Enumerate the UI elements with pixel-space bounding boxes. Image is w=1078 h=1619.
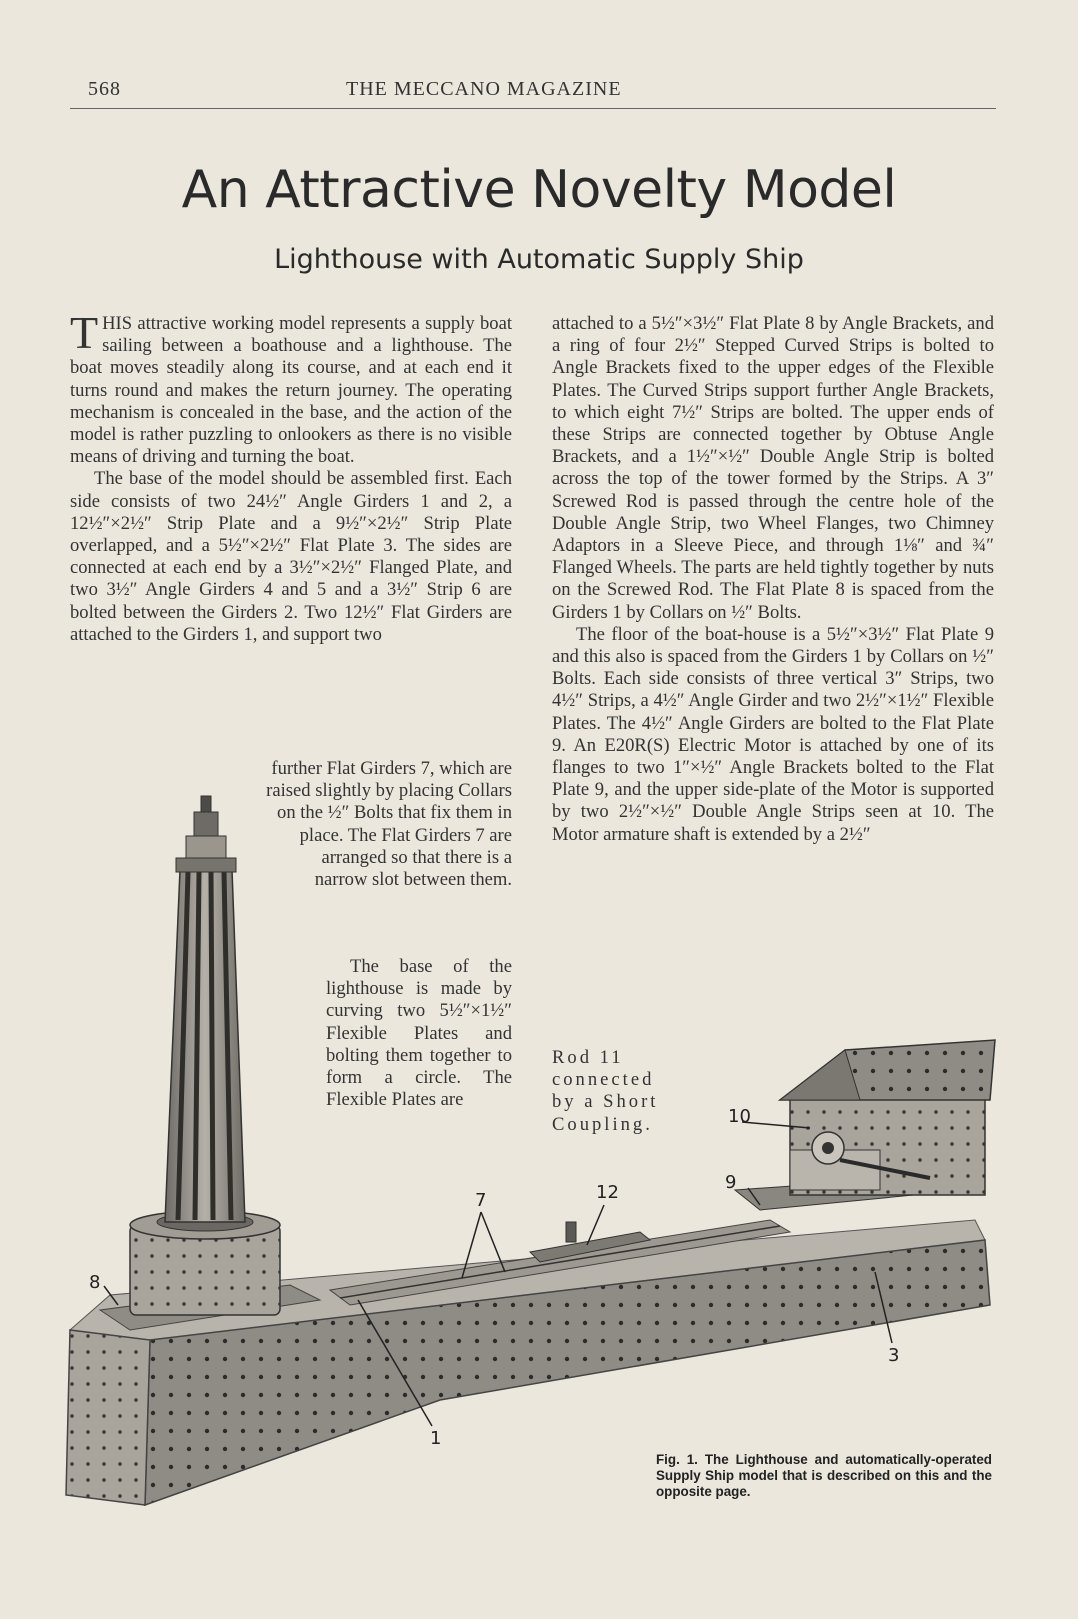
callout-9: 9 <box>725 1172 737 1193</box>
paragraph-intro: THIS attractive working model represents a supply boat sailing between a boathouse and a lighthouse. The boat moves steadily along its course, and at each end it turns round and makes the return journey. The operating mechanism is concealed in the base, and the action of the model is rather puzzling to onlookers as there is no visible means of driving and turning the boat. <box>70 307 512 468</box>
magazine-title: THE MECCANO MAGAZINE <box>346 78 622 100</box>
callout-7: 7 <box>475 1190 487 1211</box>
callout-12: 12 <box>596 1182 619 1203</box>
article-title: An Attractive Novelty Model <box>181 160 897 220</box>
callout-1: 1 <box>430 1428 442 1449</box>
paragraph-base: The base of the model should be assembled first. Each side consists of two 24½″ Angle Girders 1 and 2, a 12½″×2½″ Strip Plate and a 9½″×2½″ Strip Plate overlapped, and a 5½″×2½″ Flat Plate 3. The sides are connected at each end by a 3½″×2½″ Flanged Plate, and two 3½″ Angle Girders 4 and 5 and a 3½″ Strip 6 are bolted between the Girders 2. Two 12½″ Flat Girders are attached to the Girders 1, and support two <box>70 468 512 645</box>
paragraph-tower: attached to a 5½″×3½″ Flat Plate 8 by Angle Brackets, and a ring of four 2½″ Stepped Curved Strips is bolted to Angle Brackets fixed to the upper edges of the Flexible Plates. The Curved Strips support further Angle Brackets, to which eight 7½″ Strips are bolted. The upper ends of these Strips are connected together by Obtuse Angle Brackets, and a 1½″×½″ Double Angle Strip is bolted across the top of the tower formed by the Strips. A 3″ Screwed Rod is passed through the centre hole of the Double Angle Strip, two Wheel Flanges, two Chimney Adaptors in a Sleeve Piece, and through 1⅛″ and ¾″ Flanged Wheels. The parts are held tightly together by nuts on the Screwed Rod. The Flat Plate 8 is spaced from the Girders 1 by Collars on ½″ Bolts. <box>552 313 994 623</box>
figure-caption: Fig. 1. The Lighthouse and automatically-operated Supply Ship model that is described on this and the opposite page. <box>656 1452 992 1499</box>
callout-3: 3 <box>888 1345 900 1366</box>
paragraph-rod: Rod 11 connected by a Short Coupling. <box>552 1047 659 1135</box>
page-number: 568 <box>88 78 121 100</box>
paragraph-boathouse: The floor of the boat-house is a 5½″×3½″ Flat Plate 9 and this also is spaced from the Girders 1 by Collars on ½″ Bolts. Each side consists of three vertical 3″ Strips, two 4½″ Strips, a 4½″ Angle Girder and two 2½″×1½″ Flexible Plates. The 4½″ Angle Girders are bolted to the Flat Plate 9. An E20R(S) Electric Motor is attached by one of its flanges to two 1″×½″ Angle Brackets bolted to the Flat Plate 9, and the upper side-plate of the Motor is supported by two 2½″×½″ Double Angle Strips seen at 10. The Motor armature shaft is extended by a 2½″ <box>552 623 994 845</box>
drop-cap: T <box>70 307 99 358</box>
callout-8: 8 <box>89 1272 101 1293</box>
article-subtitle: Lighthouse with Automatic Supply Ship <box>274 244 804 275</box>
callout-10: 10 <box>728 1106 751 1127</box>
paragraph-flat-girders: further Flat Girders 7, which are raised slightly by placing Collars on the ½″ Bolts that fix them in place. The Flat Girders 7 are arranged so that there is a narrow slot between them. <box>266 758 512 891</box>
base-end <box>66 1330 150 1505</box>
paragraph-lighthouse-base: The base of the lighthouse is made by curving two 5½″×1½″ Flexible Plates and bolting them together to form a circle. The Flexible Plates are <box>326 956 512 1111</box>
